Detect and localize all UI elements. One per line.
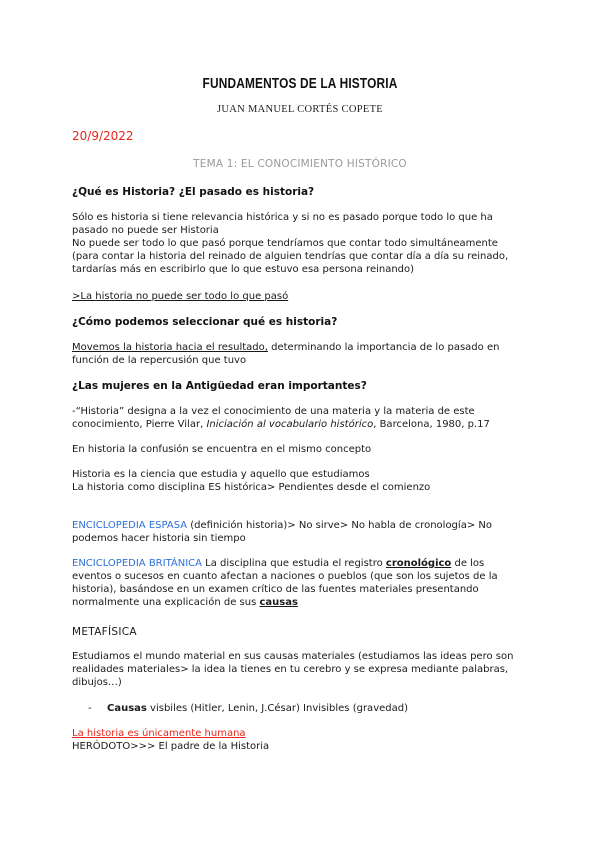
text-span: visbiles (Hitler, Lenin, J.César) Invisibles (gravedad) [146, 703, 408, 714]
paragraph-line: En historia la confusión se encuentra en el mismo concepto [72, 444, 372, 455]
quote-line: -“Historia” designa a la vez el conocimiento de una materia y la materia de este [72, 406, 475, 417]
herodoto-line: HERÓDOTO>>> El padre de la Historia [72, 741, 270, 752]
underlined-phrase: Movemos la historia hacia el resultado, [72, 342, 268, 353]
paragraph-line: eventos o sucesos en cuanto afectan a naciones o pueblos (que son los sujetos de la [72, 571, 498, 582]
human-history-line: La historia es únicamente humana [72, 728, 246, 739]
text-span: normalmente una explicación de sus [72, 597, 260, 608]
question-women-antiquity: ¿Las mujeres en la Antigüedad eran importantes? [72, 380, 367, 392]
paragraph-line: realidades materiales> la idea la tienes en tu cerebro y se expresa mediante palabras, [72, 664, 509, 675]
paragraph-line: No puede ser todo lo que pasó porque tendríamos que contar todo simultáneamente [72, 238, 498, 249]
paragraph-line: historia), basándose en un examen crítico de las fuentes materiales presentando [72, 584, 479, 595]
question-what-is-history: ¿Qué es Historia? ¿El pasado es historia? [72, 186, 315, 198]
paragraph-line: (para contar la historia del reinado de alguien tendrías que contar día a día su reinado, [72, 251, 509, 262]
document-title: FUNDAMENTOS DE LA HISTORIA [202, 76, 398, 92]
conclusion-line: >La historia no puede ser todo lo que pasó [72, 291, 289, 302]
paragraph-line: Estudiamos el mundo material en sus causas materiales (estudiamos las ideas pero son [72, 651, 514, 662]
emphasis-word: causas [259, 597, 298, 608]
paragraph-line: Sólo es historia si tiene relevancia histórica y si no es pasado porque todo lo que ha [72, 212, 493, 223]
date: 20/9/2022 [72, 129, 134, 143]
emphasis-word: cronológico [385, 558, 452, 569]
paragraph-line [72, 520, 492, 533]
text-span: determinando la importancia de lo pasado en [267, 342, 500, 353]
text-span: conocimiento, Pierre Vilar, [72, 419, 207, 430]
topic-heading: TEMA 1: EL CONOCIMIENTO HISTÓRICO [193, 158, 407, 170]
paragraph-line: tardarías más en escribirlo que lo que estuvo esa persona reinando) [72, 264, 415, 275]
text-span: de los [451, 558, 485, 569]
paragraph-line [72, 342, 499, 355]
paragraph-line: función de la repercusión que tuvo [72, 355, 247, 366]
paragraph-line [72, 558, 484, 571]
paragraph-line: podemos hacer historia sin tiempo [72, 533, 246, 544]
metafisica-heading: METAFÍSICA [72, 626, 137, 638]
paragraph-line: dibujos…) [72, 677, 122, 688]
quote-line [72, 419, 490, 432]
question-select-history: ¿Cómo podemos seleccionar qué es historia? [72, 316, 338, 328]
text-span: (definición historia)> No sirve> No habla de cronología> No [187, 520, 492, 531]
bullet-bold: Causas [107, 703, 147, 714]
paragraph-line: pasado no puede ser Historia [72, 225, 219, 236]
paragraph-line [72, 597, 298, 610]
text-span: , Barcelona, 1980, p.17 [373, 419, 490, 430]
book-title: Iniciación al vocabulario histórico [206, 419, 374, 430]
paragraph-line: Historia es la ciencia que estudia y aquello que estudiamos [72, 469, 370, 480]
bullet-item [107, 703, 408, 714]
paragraph-line: La historia como disciplina ES histórica> Pendientes desde el comienzo [72, 482, 431, 493]
espasa-name: ENCICLOPEDIA ESPASA [72, 520, 188, 531]
author-name: JUAN MANUEL CORTÉS COPETE [216, 104, 384, 115]
text-span: La disciplina que estudia el registro [202, 558, 386, 569]
bullet-dash: - [88, 703, 92, 714]
britanica-name: ENCICLOPEDIA BRITÁNICA [72, 558, 202, 569]
